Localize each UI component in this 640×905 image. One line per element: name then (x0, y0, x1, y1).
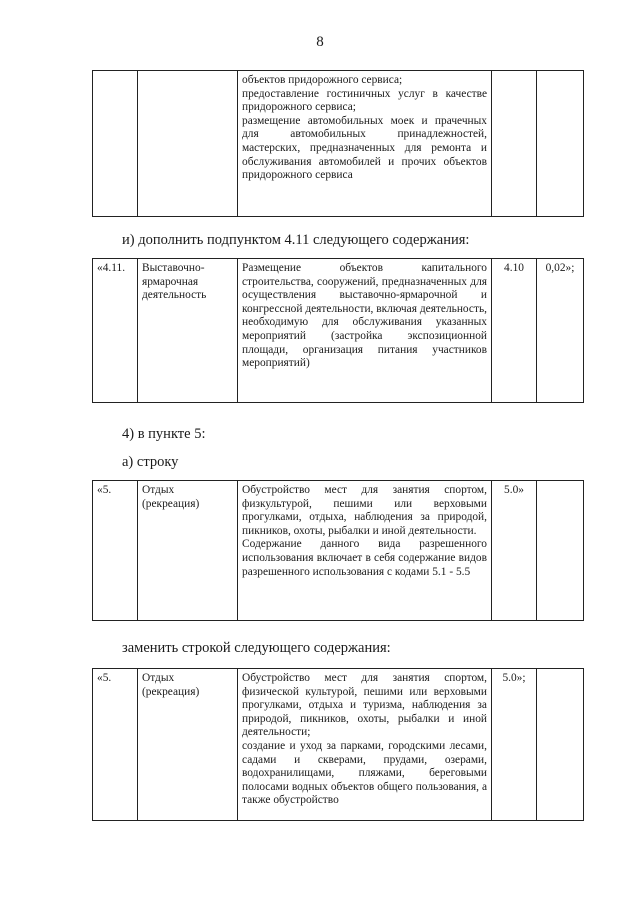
description-line: размещение автомобильных моек и прачечных для автомобильных принадлежностей, мастерских, предназначенных для ремонта и обслуживания автомобилей и прочих объектов придорожного сервиса (242, 114, 487, 182)
cell-coefficient: 0,02»; (537, 259, 584, 403)
cell-number: «5. (93, 481, 138, 621)
table-row-5-old (92, 480, 584, 621)
table-row (93, 669, 584, 821)
cell-code: 5.0» (492, 481, 537, 621)
paragraph-a: а) строку (122, 454, 179, 470)
cell-name: Выставочно-ярмарочная деятельность (138, 259, 238, 403)
table-4-11 (92, 258, 584, 403)
cell-name: Отдых (рекреация) (138, 669, 238, 821)
cell-description (238, 71, 492, 217)
description-line: Содержание данного вида разрешенного использования включает в себя содержание видов разрешенного использования с кодами 5.1 - 5.5 (242, 538, 487, 578)
table-row (93, 71, 584, 217)
description-line: Размещение объектов капитального строительства, сооружений, предназначенных для осуществления выставочно-ярмарочной и конгрессной деятельности, включая деятельность, необходимую для обслуживания указанных мероприятий (застройка экспозиционной площади, организация питания участников мероприятий) (242, 262, 487, 370)
table-row-5-new (92, 668, 584, 821)
cell-description (238, 669, 492, 821)
cell-number: «5. (93, 669, 138, 821)
description-line: создание и уход за парками, городскими лесами, садами и скверами, прудами, озерами, водохранилищами, пляжами, береговыми полосами водных объектов общего пользования, а также обустройство (242, 739, 487, 807)
cell-coefficient (537, 71, 584, 217)
description-line: Обустройство мест для занятия спортом, физкультурой, пешими или верховыми прогулками, отдыха, наблюдения за природой, пикников, охоты, рыбалки и иной деятельности. (242, 484, 487, 537)
cell-number: «4.11. (93, 259, 138, 403)
cell-coefficient (537, 481, 584, 621)
cell-code: 4.10 (492, 259, 537, 403)
paragraph-replace: заменить строкой следующего содержания: (122, 640, 391, 656)
description-line: объектов придорожного сервиса; (242, 74, 403, 86)
cell-coefficient (537, 669, 584, 821)
table-row (93, 259, 584, 403)
description-line: Обустройство мест для занятия спортом, физической культурой, пешими или верховыми прогулками, отдыха и туризма, наблюдения за природой, пикников, охоты, рыбалки и иной деятельности; (242, 672, 487, 739)
cell-number (93, 71, 138, 217)
cell-description (238, 481, 492, 621)
page-number: 8 (316, 34, 324, 50)
cell-description (238, 259, 492, 403)
table-continuation (92, 70, 584, 217)
cell-code (492, 71, 537, 217)
paragraph-4: 4) в пункте 5: (122, 426, 206, 442)
cell-code: 5.0»; (492, 669, 537, 821)
cell-name (138, 71, 238, 217)
table-row (93, 481, 584, 621)
description-line: предоставление гостиничных услуг в качестве придорожного сервиса; (242, 87, 487, 114)
paragraph-i: и) дополнить подпунктом 4.11 следующего содержания: (122, 232, 470, 248)
cell-name: Отдых (рекреация) (138, 481, 238, 621)
